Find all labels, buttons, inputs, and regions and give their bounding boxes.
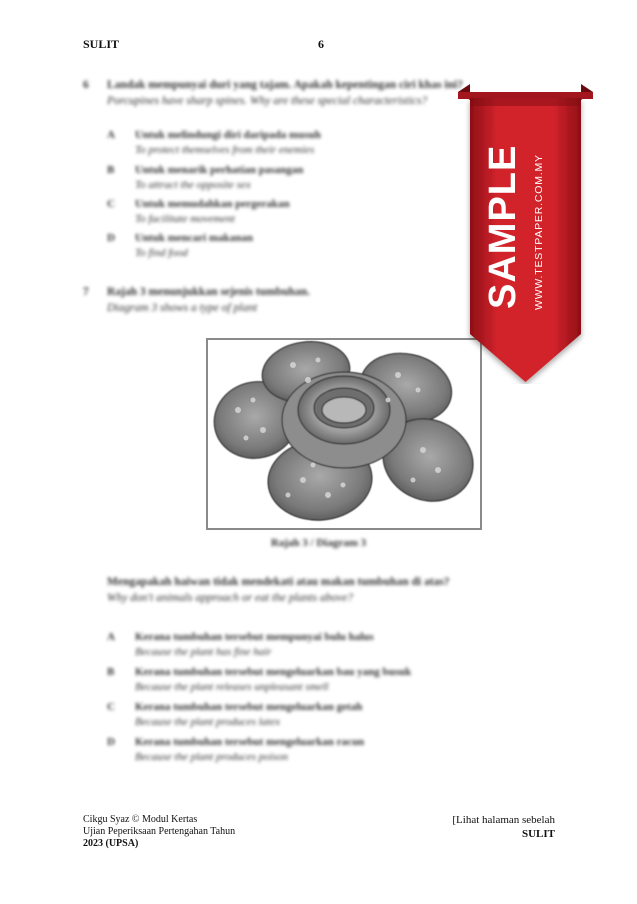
question-text-english: Why don't animals approach or eat the plants above? (107, 592, 354, 604)
watermark-site: WWW.TESTPAPER.COM.MY (533, 154, 545, 310)
footer-credit (83, 814, 235, 850)
question-number: 7 (83, 286, 89, 298)
diagram-caption: Rajah 3 / Diagram 3 (270, 537, 367, 549)
q6-option-c: C Untuk memudahkan pergerakan To facilitate movement (107, 198, 290, 225)
q7-option-a: A Kerana tumbuhan tersebut mempunyai bulu halus Because the plant has fine hair (107, 631, 374, 658)
question-text-malay: Mengapakah haiwan tidak mendekati atau makan tumbuhan di atas? (107, 576, 450, 588)
sample-label: SAMPLE (482, 144, 524, 309)
question-number: 6 (83, 79, 89, 91)
q7-option-b: B Kerana tumbuhan tersebut mengeluarkan bau yang busuk Because the plant releases unpleasant smell (107, 666, 412, 693)
question-7-prompt (107, 574, 487, 606)
footer-line-3: 2023 (UPSA) (83, 838, 139, 849)
footer-line-2: Ujian Peperiksaan Pertengahan Tahun (83, 826, 236, 837)
q6-option-a: A Untuk melindungi diri daripada musuh To protect themselves from their enemies (107, 129, 321, 156)
rafflesia-flower-drawing (208, 340, 480, 528)
page-number: 6 (318, 37, 324, 51)
q7-option-d: D Kerana tumbuhan tersebut mengeluarkan racun Because the plant produces poison (107, 736, 365, 763)
question-text-malay: Rajah 3 menunjukkan sejenis tumbuhan. (107, 286, 310, 298)
question-text-english: Diagram 3 shows a type of plant (107, 302, 258, 314)
sample-ribbon-watermark (458, 84, 593, 384)
diagram-3-frame (206, 338, 482, 530)
footer-line-1: Cikgu Syaz © Modul Kertas (83, 814, 198, 825)
question-7 (83, 284, 423, 316)
question-6 (83, 77, 503, 109)
q7-option-c: C Kerana tumbuhan tersebut mengeluarkan getah Because the plant produces latex (107, 701, 363, 728)
q6-option-b: B Untuk menarik perhatian pasangan To attract the opposite sex (107, 164, 304, 191)
q6-option-d: D Untuk mencari makanan To find food (107, 232, 253, 259)
header-classification: SULIT (83, 37, 120, 51)
footer-turn-page-note: [Lihat halaman sebelah (452, 814, 555, 826)
question-text-malay: Landak mempunyai duri yang tajam. Apakah kepentingan ciri khas ini? (107, 79, 463, 91)
footer-classification: SULIT (521, 828, 555, 840)
question-text-english: Porcupines have sharp spines. Why are these special characteristics? (107, 95, 428, 107)
